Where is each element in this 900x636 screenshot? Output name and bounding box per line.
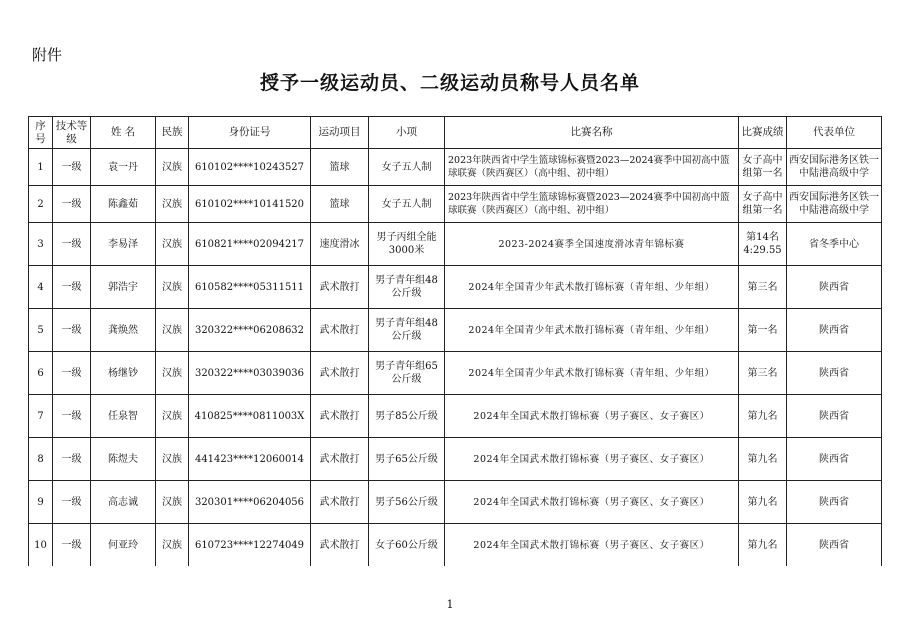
cell-unit: 陕西省 bbox=[787, 266, 882, 309]
cell-result: 第九名 bbox=[739, 481, 787, 524]
col-header-competition: 比赛名称 bbox=[445, 117, 739, 149]
cell-sport: 武术散打 bbox=[311, 309, 369, 352]
cell-id: 610821****02094217 bbox=[189, 223, 311, 266]
cell-name: 高志诚 bbox=[91, 481, 156, 524]
cell-id: 410825****0811003X bbox=[189, 395, 311, 438]
cell-name: 杨继钞 bbox=[91, 352, 156, 395]
table-header-row bbox=[29, 117, 882, 149]
cell-result: 第一名 bbox=[739, 309, 787, 352]
cell-competition: 2024年全国青少年武术散打锦标赛（青年组、少年组） bbox=[445, 352, 739, 395]
cell-event: 男子丙组全能3000米 bbox=[369, 223, 445, 266]
cell-competition: 2024年全国武术散打锦标赛（男子赛区、女子赛区） bbox=[445, 395, 739, 438]
cell-level: 一级 bbox=[53, 309, 91, 352]
cell-event: 男子65公斤级 bbox=[369, 438, 445, 481]
cell-level: 一级 bbox=[53, 481, 91, 524]
cell-sport: 篮球 bbox=[311, 186, 369, 223]
table-row bbox=[29, 524, 882, 567]
cell-sport: 速度滑冰 bbox=[311, 223, 369, 266]
cell-no: 8 bbox=[29, 438, 53, 481]
cell-level: 一级 bbox=[53, 223, 91, 266]
cell-no: 3 bbox=[29, 223, 53, 266]
cell-unit: 西安国际港务区铁一中陆港高级中学 bbox=[787, 186, 882, 223]
cell-competition: 2023年陕西省中学生篮球锦标赛暨2023—2024赛季中国初高中篮球联赛（陕西赛区）（高中组、初中组） bbox=[445, 186, 739, 223]
cell-event: 女子五人制 bbox=[369, 186, 445, 223]
table-row bbox=[29, 309, 882, 352]
cell-name: 陈鑫茹 bbox=[91, 186, 156, 223]
cell-no: 9 bbox=[29, 481, 53, 524]
cell-result: 第三名 bbox=[739, 352, 787, 395]
cell-event: 女子五人制 bbox=[369, 149, 445, 186]
cell-id: 320322****03039036 bbox=[189, 352, 311, 395]
cell-competition: 2024年全国武术散打锦标赛（男子赛区、女子赛区） bbox=[445, 481, 739, 524]
cell-ethnicity: 汉族 bbox=[156, 524, 189, 567]
cell-no: 4 bbox=[29, 266, 53, 309]
cell-no: 7 bbox=[29, 395, 53, 438]
cell-result: 第九名 bbox=[739, 438, 787, 481]
cell-no: 1 bbox=[29, 149, 53, 186]
cell-ethnicity: 汉族 bbox=[156, 395, 189, 438]
cell-ethnicity: 汉族 bbox=[156, 352, 189, 395]
cell-ethnicity: 汉族 bbox=[156, 481, 189, 524]
cell-event: 男子85公斤级 bbox=[369, 395, 445, 438]
cell-sport: 武术散打 bbox=[311, 438, 369, 481]
cell-name: 任泉智 bbox=[91, 395, 156, 438]
cell-result: 第14名4:29.55 bbox=[739, 223, 787, 266]
cell-unit: 陕西省 bbox=[787, 481, 882, 524]
cell-id: 320322****06208632 bbox=[189, 309, 311, 352]
cell-id: 320301****06204056 bbox=[189, 481, 311, 524]
athlete-roster-table bbox=[28, 116, 882, 566]
cell-competition: 2024年全国青少年武术散打锦标赛（青年组、少年组） bbox=[445, 309, 739, 352]
cell-sport: 武术散打 bbox=[311, 481, 369, 524]
page-number: 1 bbox=[446, 598, 454, 611]
cell-level: 一级 bbox=[53, 352, 91, 395]
cell-event: 男子青年组48公斤级 bbox=[369, 309, 445, 352]
cell-name: 袁一丹 bbox=[91, 149, 156, 186]
col-header-id: 身份证号 bbox=[189, 117, 311, 149]
table-row bbox=[29, 223, 882, 266]
cell-no: 6 bbox=[29, 352, 53, 395]
cell-unit: 陕西省 bbox=[787, 352, 882, 395]
cell-sport: 武术散打 bbox=[311, 266, 369, 309]
col-header-unit: 代表单位 bbox=[787, 117, 882, 149]
cell-unit: 省冬季中心 bbox=[787, 223, 882, 266]
cell-unit: 陕西省 bbox=[787, 524, 882, 567]
cell-result: 女子高中组第一名 bbox=[739, 186, 787, 223]
cell-name: 何亚玲 bbox=[91, 524, 156, 567]
col-header-event: 小项 bbox=[369, 117, 445, 149]
cell-event: 男子青年组65公斤级 bbox=[369, 352, 445, 395]
cell-sport: 武术散打 bbox=[311, 352, 369, 395]
table-row bbox=[29, 395, 882, 438]
cell-id: 610582****05311511 bbox=[189, 266, 311, 309]
cell-level: 一级 bbox=[53, 438, 91, 481]
cell-result: 第九名 bbox=[739, 395, 787, 438]
cell-event: 男子56公斤级 bbox=[369, 481, 445, 524]
table-row bbox=[29, 186, 882, 223]
cell-sport: 武术散打 bbox=[311, 395, 369, 438]
cell-competition: 2024年全国武术散打锦标赛（男子赛区、女子赛区） bbox=[445, 438, 739, 481]
col-header-name: 姓 名 bbox=[91, 117, 156, 149]
cell-no: 5 bbox=[29, 309, 53, 352]
cell-ethnicity: 汉族 bbox=[156, 223, 189, 266]
col-header-ethnicity: 民族 bbox=[156, 117, 189, 149]
cell-event: 男子青年组48公斤级 bbox=[369, 266, 445, 309]
table-row bbox=[29, 438, 882, 481]
cell-level: 一级 bbox=[53, 524, 91, 567]
cell-id: 610102****10141520 bbox=[189, 186, 311, 223]
cell-no: 2 bbox=[29, 186, 53, 223]
cell-level: 一级 bbox=[53, 149, 91, 186]
cell-ethnicity: 汉族 bbox=[156, 438, 189, 481]
table-row bbox=[29, 149, 882, 186]
cell-unit: 陕西省 bbox=[787, 438, 882, 481]
document-title: 授予一级运动员、二级运动员称号人员名单 bbox=[259, 72, 640, 94]
cell-competition: 2024年全国青少年武术散打锦标赛（青年组、少年组） bbox=[445, 266, 739, 309]
col-header-result: 比赛成绩 bbox=[739, 117, 787, 149]
cell-event: 女子60公斤级 bbox=[369, 524, 445, 567]
attachment-label: 附件 bbox=[32, 46, 63, 64]
cell-level: 一级 bbox=[53, 395, 91, 438]
cell-competition: 2023-2024赛季全国速度滑冰青年锦标赛 bbox=[445, 223, 739, 266]
cell-competition: 2023年陕西省中学生篮球锦标赛暨2023—2024赛季中国初高中篮球联赛（陕西赛区）（高中组、初中组） bbox=[445, 149, 739, 186]
cell-result: 第三名 bbox=[739, 266, 787, 309]
cell-level: 一级 bbox=[53, 186, 91, 223]
cell-level: 一级 bbox=[53, 266, 91, 309]
cell-ethnicity: 汉族 bbox=[156, 309, 189, 352]
table-row bbox=[29, 481, 882, 524]
cell-unit: 陕西省 bbox=[787, 395, 882, 438]
col-header-sport: 运动项目 bbox=[311, 117, 369, 149]
cell-sport: 武术散打 bbox=[311, 524, 369, 567]
cell-no: 10 bbox=[29, 524, 53, 567]
cell-name: 陈煜夫 bbox=[91, 438, 156, 481]
table-row bbox=[29, 352, 882, 395]
cell-id: 610102****10243527 bbox=[189, 149, 311, 186]
cell-ethnicity: 汉族 bbox=[156, 266, 189, 309]
cell-id: 441423****12060014 bbox=[189, 438, 311, 481]
cell-name: 龚焕然 bbox=[91, 309, 156, 352]
cell-unit: 西安国际港务区铁一中陆港高级中学 bbox=[787, 149, 882, 186]
cell-name: 李易泽 bbox=[91, 223, 156, 266]
cell-result: 女子高中组第一名 bbox=[739, 149, 787, 186]
cell-result: 第九名 bbox=[739, 524, 787, 567]
col-header-level: 技术等级 bbox=[53, 117, 91, 149]
cell-competition: 2024年全国武术散打锦标赛（男子赛区、女子赛区） bbox=[445, 524, 739, 567]
cell-id: 610723****12274049 bbox=[189, 524, 311, 567]
cell-name: 郭浩宇 bbox=[91, 266, 156, 309]
table-row bbox=[29, 266, 882, 309]
cell-unit: 陕西省 bbox=[787, 309, 882, 352]
col-header-no: 序号 bbox=[29, 117, 53, 149]
cell-ethnicity: 汉族 bbox=[156, 186, 189, 223]
cell-sport: 篮球 bbox=[311, 149, 369, 186]
cell-ethnicity: 汉族 bbox=[156, 149, 189, 186]
